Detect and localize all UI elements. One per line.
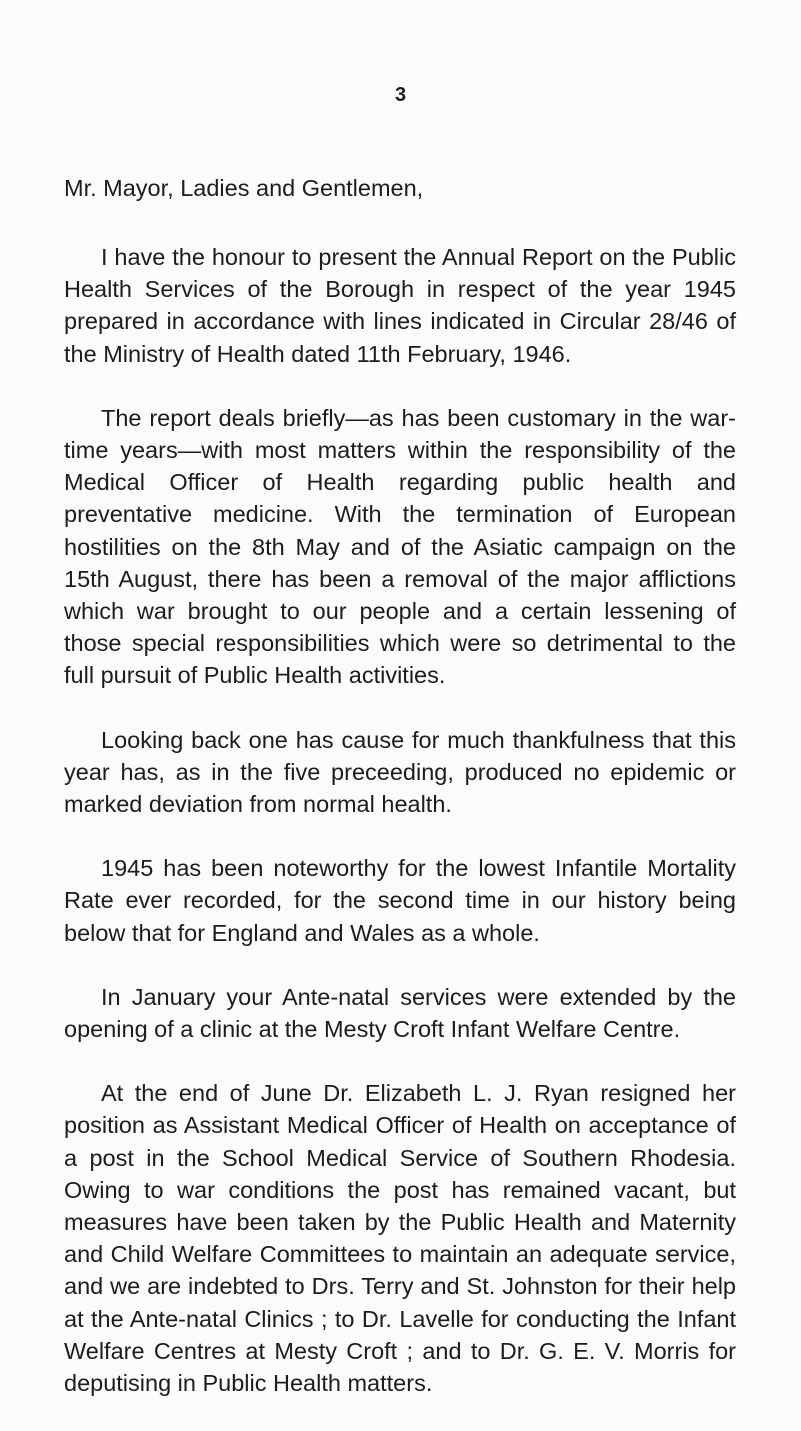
- salutation: Mr. Mayor, Ladies and Gentlemen,: [64, 175, 424, 201]
- paragraph-infantile-mortality: 1945 has been noteworthy for the lowest Infantile Mortality Rate ever recorded, for the second time in our history being below that for England and Wales as a whole.: [64, 855, 736, 946]
- paragraph-introduction: I have the honour to present the Annual Report on the Public Health Services of the Borough in respect of the year 1945 prepared in accordance with lines indicated in Circular 28/46 of the Ministry of Health dated 11th February, 1946.: [64, 244, 736, 367]
- paragraph-war-time-report: The report deals briefly—as has been customary in the war-time years—with most matters within the responsibility of the Medical Officer of Health regarding public health and preventative medicine. With the termination of European hostilities on the 8th May and of the Asiatic campaign on the 15th August, there has been a removal of the major afflictions which war brought to our people and a certain lessening of those special responsibilities which were so detrimental to the full pursuit of Public Health activities.: [64, 404, 736, 689]
- paragraph-thankfulness: Looking back one has cause for much thankfulness that this year has, as in the five preceeding, produced no epidemic or marked deviation from normal health.: [64, 726, 736, 818]
- letter-body: [64, 241, 736, 1431]
- page-number: 3: [394, 84, 407, 106]
- paragraph-staff-changes: At the end of June Dr. Elizabeth L. J. Ryan resigned her position as Assistant Medical Officer of Health on acceptance of a post in the School Medical Service of Southern Rhodesia. Owing to war conditions the post has remained vacant, but measures have been taken by the Public Health and Maternity and Child Welfare Committees to maintain an adequate service, and we are indebted to Drs. Terry and St. Johnston for their help at the Ante-natal Clinics ; to Dr. Lavelle for conducting the Infant Welfare Centres at Mesty Croft ; and to Dr. G. E. V. Morris for deputising in Public Health matters.: [64, 1080, 736, 1397]
- paragraph-ante-natal-services: In January your Ante-natal services were extended by the opening of a clinic at the Mesty Croft Infant Welfare Centre.: [64, 983, 736, 1043]
